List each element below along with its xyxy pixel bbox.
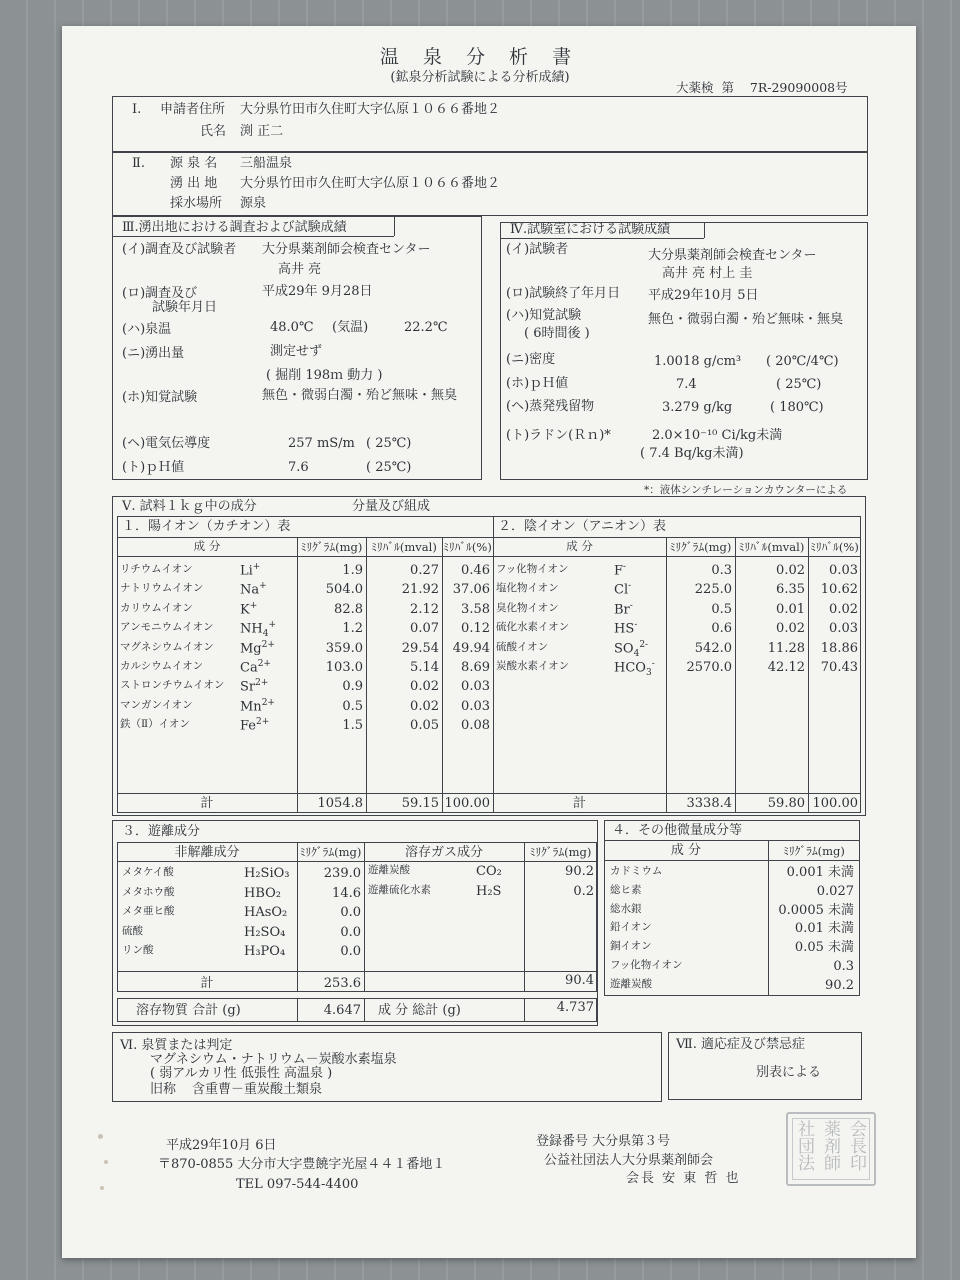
cation-formula — [240, 640, 275, 657]
seal-glyphs-2: 薬剤師 — [820, 1120, 840, 1171]
trace-rule2 — [604, 860, 860, 861]
site-ph: 7.6 — [288, 460, 309, 475]
cation-h-comp: 成 分 — [193, 539, 221, 553]
cation-pct: 37.06 — [452, 582, 490, 598]
cation-pct: 49.94 — [452, 640, 490, 656]
anion-total-mg: 3338.4 — [686, 796, 732, 811]
applicant-name-label: 氏名 — [200, 124, 227, 139]
cation-mval: 2.12 — [410, 601, 439, 617]
gas-formula: H₂S — [476, 883, 502, 899]
document-subtitle: (鉱泉分析試験による分析成績) — [390, 70, 570, 85]
formula-sup: 2+ — [261, 639, 275, 650]
cation-pct: 8.69 — [461, 660, 490, 675]
indication-title: Ⅶ. 適応症及び禁忌症 — [676, 1037, 806, 1052]
free-formula: HBO₂ — [244, 885, 282, 901]
anion-pct: 10.62 — [820, 582, 858, 598]
formula-base: K — [240, 602, 250, 618]
free-formula: HAsO₂ — [244, 905, 288, 921]
applicant-num: Ⅰ. — [132, 102, 142, 117]
free-total-label: 計 — [200, 976, 214, 991]
site-date-label1: (ロ)調査及び — [122, 286, 198, 301]
free-mg: 0.0 — [340, 905, 361, 921]
anion-total-pct: 100.00 — [812, 796, 858, 811]
trace-h-comp: 成 分 — [670, 843, 702, 858]
trace-mg: 0.027 — [816, 883, 854, 899]
trace-mg: 90.2 — [825, 977, 854, 993]
comp-total-value: 4.737 — [556, 1000, 594, 1015]
lab-ph-temp: ( 25℃) — [776, 377, 822, 392]
lab-examiner-names: 高井 亮 村上 圭 — [662, 266, 753, 281]
formula-sup: + — [252, 562, 261, 572]
cation-mg: 1.5 — [342, 718, 363, 734]
cation-formula — [240, 717, 269, 734]
anion-mval: 6.35 — [776, 582, 805, 598]
lab-examiner-label: (イ)試験者 — [506, 242, 569, 257]
anion-mval: 11.28 — [767, 640, 805, 656]
trace-name: カドミウム — [610, 865, 663, 877]
anion-pct: 0.03 — [829, 563, 858, 578]
free-mg: 0.0 — [340, 944, 361, 960]
cation-total-label: 計 — [200, 796, 214, 811]
cation-name: ナトリウムイオン — [120, 582, 204, 595]
free-formula: H₂SO₄ — [244, 924, 286, 940]
judge-line2: ( 弱アルカリ性 低張性 高温泉 ) — [150, 1066, 333, 1081]
formula-base: HS — [614, 621, 635, 637]
lab-ph-label: (ホ)ｐＨ値 — [506, 376, 569, 391]
free-name: 硫酸 — [122, 924, 143, 937]
anion-name: 臭化物イオン — [496, 601, 559, 614]
lab-sense-label: (ハ)知覚試験 — [506, 308, 582, 323]
site-temp: 48.0℃ — [270, 320, 314, 335]
reg-no: 7R-29090008号 — [749, 80, 848, 95]
cation-total-pct: 100.00 — [444, 796, 490, 811]
free-col2 — [364, 842, 365, 992]
anion-formula — [614, 640, 648, 660]
lab-date-label: (ロ)試験終了年月日 — [506, 286, 621, 301]
gas-name: 遊離硫化水素 — [368, 883, 431, 896]
anion-mg: 0.3 — [711, 563, 732, 578]
formula-base: Li — [240, 563, 253, 579]
cation-formula — [240, 620, 276, 640]
footer-address: 〒870-0855 大分市大字豊饒字光屋４４１番地１ — [158, 1157, 446, 1172]
anion-formula — [614, 659, 655, 679]
applicant-addr: 大分県竹田市久住町大字仏原１０６６番地２ — [240, 102, 501, 117]
cation-mg: 504.0 — [325, 582, 363, 598]
cation-name: リチウムイオン — [120, 563, 193, 575]
cation-pct: 0.12 — [461, 621, 490, 637]
formula-sup: - — [634, 620, 638, 631]
seal-glyphs-1: 会長印 — [846, 1120, 866, 1171]
cation-title: １．陽イオン（カチオン）表 — [122, 519, 291, 534]
lab-date: 平成29年10月 5日 — [648, 288, 759, 303]
cation-formula — [240, 659, 271, 676]
lab-residue-temp: ( 180℃) — [770, 400, 824, 415]
judge-title: Ⅵ. 泉質または判定 — [120, 1038, 233, 1053]
site-date-label2: 試験年月日 — [152, 300, 218, 315]
formula-base: HCO — [614, 660, 646, 676]
trace-name: 総ヒ素 — [610, 883, 642, 896]
lab-ph: 7.4 — [676, 377, 697, 392]
cation-formula — [240, 601, 257, 618]
footer-chair: 会長 安 東 哲 也 — [626, 1171, 741, 1186]
lab-radon-label: (ト)ラドン(Ｒｎ)* — [506, 428, 611, 443]
applicant-addr-label: 申請者住所 — [160, 102, 226, 117]
lab-radon2: ( 7.4 Bq/kg未満) — [640, 446, 744, 461]
ion-table-rule2 — [117, 556, 861, 557]
anion-mg: 0.6 — [711, 621, 732, 637]
formula-base: SO — [614, 640, 634, 656]
cation-h-mg: ﾐﾘｸﾞﾗﾑ(mg) — [300, 540, 363, 554]
formula-sup: 2+ — [256, 717, 270, 728]
cation-mg: 82.8 — [334, 601, 363, 617]
formula-sup: - — [628, 581, 632, 592]
formula-base: Sr — [240, 679, 256, 695]
free-h-mg2: ﾐﾘｸﾞﾗﾑ(mg) — [529, 845, 592, 859]
anion-name: 硫酸イオン — [496, 640, 549, 653]
anion-name: 炭酸水素イオン — [496, 660, 570, 672]
trace-mg: 0.05 未満 — [794, 940, 854, 956]
cation-mval: 0.05 — [410, 718, 439, 734]
formula-base: Fe — [240, 718, 257, 734]
formula-sup: + — [259, 581, 267, 592]
anion-h-pct: ﾐﾘﾊﾞﾙ(%) — [810, 540, 859, 554]
paper-mark-2 — [104, 1160, 108, 1164]
dissolved-value: 4.647 — [323, 1003, 361, 1018]
trace-name: 総水銀 — [610, 902, 642, 915]
source-loc-label: 湧 出 地 — [170, 176, 218, 191]
site-air-label: (気温) — [332, 320, 369, 335]
anion-pct: 70.43 — [820, 660, 858, 675]
formula-base: Br — [614, 602, 630, 618]
cation-name: カルシウムイオン — [120, 660, 204, 672]
free-nonion-total: 253.6 — [323, 976, 361, 991]
lab-footnote: *：液体シンチレーションカウンターによる — [644, 484, 848, 496]
anion-h-comp: 成 分 — [566, 539, 593, 553]
site-sense: 無色・微弱白濁・殆ど無味・無臭 — [262, 388, 458, 403]
formula-sup: + — [268, 620, 276, 631]
footer-reg: 登録番号 大分県第３号 — [536, 1134, 671, 1149]
site-cond: 257 mS/m — [288, 436, 355, 451]
official-seal-stamp — [786, 1112, 876, 1186]
site-examiner-label: (イ)調査及び試験者 — [122, 242, 237, 257]
lab-sense-note: ( 6時間後 ) — [524, 326, 590, 341]
anion-formula — [614, 562, 626, 579]
totals-col2 — [364, 998, 365, 1022]
footer-date: 平成29年10月 6日 — [166, 1138, 277, 1153]
comp-title2: 分量及び組成 — [352, 499, 431, 514]
trace-mg: 0.01 未満 — [794, 921, 854, 937]
lab-title: Ⅳ.試験室における試験成績 — [510, 222, 671, 237]
cation-mval: 0.07 — [410, 621, 439, 637]
cation-mg: 1.9 — [342, 563, 363, 578]
anion-formula — [614, 581, 631, 598]
formula-base: Mn — [240, 699, 262, 715]
lab-examiner-org: 大分県薬剤師会検査センター — [648, 248, 817, 263]
lab-density-label: (ニ)密度 — [506, 352, 556, 367]
anion-h-mg: ﾐﾘｸﾞﾗﾑ(mg) — [669, 540, 732, 554]
anion-formula — [614, 620, 637, 637]
cation-total-mg: 1054.8 — [317, 796, 363, 811]
cation-name: マグネシウムイオン — [120, 640, 214, 653]
formula-sup: 2+ — [261, 697, 275, 708]
trace-title: ４．その他微量成分等 — [612, 823, 743, 838]
lab-residue-label: (ヘ)蒸発残留物 — [506, 399, 595, 414]
anion-mg: 0.5 — [711, 601, 732, 617]
cation-mval: 29.54 — [401, 640, 439, 656]
formula-sup: 2+ — [255, 678, 269, 689]
site-air: 22.2℃ — [404, 320, 448, 335]
anion-title: ２．陰イオン（アニオン）表 — [498, 519, 666, 534]
source-name: 三船温泉 — [240, 156, 293, 171]
anion-mg: 2570.0 — [686, 660, 732, 675]
free-rule2 — [117, 971, 597, 972]
applicant-name: 渕 正二 — [240, 124, 284, 139]
trace-name: フッ化物イオン — [610, 959, 683, 971]
cation-pct: 0.08 — [461, 718, 490, 734]
anion-pct: 0.02 — [829, 601, 858, 617]
cation-pct: 3.58 — [461, 601, 490, 617]
formula-sup: - — [629, 600, 633, 611]
cation-h-pct: ﾐﾘﾊﾞﾙ(%) — [443, 540, 492, 554]
formula-sub: 4 — [262, 629, 269, 640]
free-gas-total: 90.4 — [565, 973, 594, 988]
free-mg: 0.0 — [340, 924, 361, 940]
paper-mark-1 — [98, 1134, 103, 1139]
free-name: リン酸 — [122, 944, 154, 957]
cation-name: カリウムイオン — [120, 601, 193, 614]
site-flow-note: ( 掘削 198ｍ 動力 ) — [266, 368, 383, 383]
lab-sense: 無色・微弱白濁・殆ど無味・無臭 — [648, 312, 844, 327]
gas-formula: CO₂ — [476, 864, 502, 879]
lab-radon1: 2.0×10⁻¹⁰ Ci/kg未満 — [652, 428, 783, 443]
free-title: ３．遊離成分 — [122, 824, 201, 839]
free-h-mg1: ﾐﾘｸﾞﾗﾑ(mg) — [299, 845, 362, 859]
cation-name: ストロンチウムイオン — [120, 679, 225, 692]
cation-formula — [240, 562, 260, 579]
ion-table-rule3 — [117, 793, 861, 794]
gas-mg: 0.2 — [573, 883, 594, 899]
source-sample: 源泉 — [240, 196, 267, 211]
cation-mg: 0.9 — [342, 679, 363, 695]
free-formula: H₂SiO₃ — [244, 866, 290, 881]
free-name: メタケイ酸 — [122, 866, 174, 878]
anion-mval: 0.02 — [776, 621, 805, 637]
site-title-rule-v — [394, 216, 395, 236]
cation-mg: 103.0 — [325, 660, 363, 675]
anion-name: 硫化水素イオン — [496, 621, 570, 634]
document-title: 温 泉 分 析 書 — [379, 46, 581, 68]
cation-total-mval: 59.15 — [401, 796, 439, 811]
cation-mval: 5.14 — [410, 660, 439, 675]
free-h-nonion: 非解離成分 — [174, 845, 240, 860]
lab-title-rule — [500, 238, 704, 239]
site-title-rule — [112, 236, 394, 237]
site-date: 平成29年 9月28日 — [262, 284, 373, 299]
cation-mval: 0.02 — [410, 679, 439, 695]
cation-h-mval: ﾐﾘﾊﾞﾙ(mval) — [371, 540, 437, 554]
ion-table-rule1 — [117, 537, 861, 538]
reg-prefix: 第 — [721, 80, 734, 95]
footer-tel: TEL 097-544-4400 — [236, 1177, 359, 1192]
anion-mval: 0.02 — [776, 563, 805, 578]
formula-sup: + — [249, 600, 258, 611]
gas-name: 遊離炭酸 — [368, 864, 410, 876]
free-rule1 — [117, 861, 597, 862]
anion-mg: 225.0 — [694, 582, 732, 598]
formula-sup: 2+ — [257, 659, 271, 669]
anion-h-mval: ﾐﾘﾊﾞﾙ(mval) — [738, 540, 805, 554]
trace-h-mg: ﾐﾘｸﾞﾗﾑ(mg) — [783, 844, 845, 858]
judge-old: 含重曹－重炭酸土類泉 — [192, 1082, 323, 1097]
cation-mval: 21.92 — [401, 582, 439, 598]
cation-formula — [240, 678, 268, 695]
trace-mg: 0.3 — [833, 959, 854, 974]
formula-base: Cl — [614, 582, 629, 598]
free-mg: 239.0 — [323, 866, 361, 881]
cation-mval: 0.27 — [410, 563, 439, 578]
anion-formula — [614, 601, 633, 618]
free-name: メタ亜ヒ酸 — [122, 905, 175, 918]
anion-mval: 42.12 — [767, 660, 805, 675]
cation-formula — [240, 698, 275, 715]
formula-base: Ca — [240, 660, 258, 676]
trace-mg: 0.001 未満 — [786, 865, 854, 880]
judge-line1: マグネシウム・ナトリウム－炭酸水素塩泉 — [150, 1052, 397, 1067]
trace-name: 遊離炭酸 — [610, 977, 652, 990]
site-flow: 測定せず — [270, 344, 323, 359]
free-h-gas: 溶存ガス成分 — [404, 845, 483, 860]
ion-table-divider — [493, 516, 494, 813]
site-cond-temp: ( 25℃) — [366, 436, 412, 451]
source-name-label: 源 泉 名 — [170, 156, 218, 171]
cation-pct: 0.03 — [461, 698, 490, 714]
cation-pct: 0.03 — [461, 679, 490, 695]
site-temp-label: (ハ)泉温 — [122, 322, 172, 337]
site-ph-label: (ト)ｐＨ値 — [122, 460, 185, 475]
anion-total-label: 計 — [572, 796, 586, 811]
trace-name: 鉛イオン — [610, 921, 652, 934]
indication-text: 別表による — [756, 1065, 822, 1080]
free-mg: 14.6 — [332, 885, 361, 901]
lab-density-temp: ( 20℃/4℃) — [766, 354, 839, 369]
source-num: Ⅱ. — [132, 156, 145, 171]
dissolved-label: 溶存物質 合計 (g) — [136, 1003, 241, 1018]
site-cond-label: (ヘ)電気伝導度 — [122, 436, 211, 451]
formula-base: F — [614, 563, 624, 579]
lab-title-rule-v — [704, 222, 705, 238]
cation-formula — [240, 581, 267, 598]
seal-glyphs-3: 社団法 — [794, 1120, 814, 1171]
lab-residue: 3.279 g/kg — [662, 400, 733, 415]
comp-title: Ⅴ. 試料１ｋｇ中の成分 — [122, 499, 257, 514]
trace-rule1 — [604, 840, 860, 841]
anion-total-mval: 59.80 — [767, 796, 805, 811]
cation-mval: 0.02 — [410, 698, 439, 714]
registration-number — [676, 80, 848, 95]
cation-mg: 359.0 — [325, 640, 363, 656]
anion-mg: 542.0 — [694, 640, 732, 656]
formula-sub: 3 — [645, 667, 652, 678]
formula-base: Mg — [240, 640, 262, 656]
reg-label: 大薬検 — [676, 80, 714, 95]
site-ph-temp: ( 25℃) — [366, 460, 412, 475]
formula-sup: - — [623, 562, 627, 572]
site-title: Ⅲ.湧出地における調査および試験成績 — [122, 220, 347, 235]
formula-sup: - — [651, 659, 655, 669]
footer-org: 公益社団法人大分県薬剤師会 — [544, 1153, 714, 1168]
source-sample-label: 採水場所 — [170, 196, 223, 211]
judge-old-label: 旧称 — [150, 1082, 177, 1097]
anion-name: フッ化物イオン — [496, 563, 569, 575]
formula-sup: 2- — [639, 639, 649, 650]
cation-name: マンガンイオン — [120, 698, 193, 711]
site-examiner-org: 大分県薬剤師会検査センター — [262, 242, 431, 257]
anion-pct: 0.03 — [829, 621, 858, 637]
cation-pct: 0.46 — [461, 563, 490, 578]
paper-mark-3 — [100, 1186, 104, 1190]
trace-mg: 0.0005 未満 — [778, 902, 854, 918]
formula-base: Na — [240, 582, 260, 598]
anion-pct: 18.86 — [820, 640, 858, 656]
lab-density: 1.0018 g/cm³ — [654, 354, 742, 369]
source-loc: 大分県竹田市久住町大字仏原１０６６番地２ — [240, 176, 501, 191]
comp-total-label: 成 分 総計 (g) — [378, 1003, 461, 1018]
cation-name: アンモニウムイオン — [120, 621, 214, 634]
formula-sub: 4 — [633, 648, 640, 659]
site-flow-label: (ニ)湧出量 — [122, 346, 185, 361]
gas-mg: 90.2 — [565, 864, 594, 879]
free-name: メタホウ酸 — [122, 885, 175, 898]
site-sense-label: (ホ)知覚試験 — [122, 390, 198, 405]
cation-mg: 0.5 — [342, 698, 363, 714]
site-examiner-name: 高井 亮 — [278, 262, 322, 277]
cation-mg: 1.2 — [342, 621, 363, 637]
anion-name: 塩化物イオン — [496, 582, 559, 595]
formula-base: NH — [240, 621, 263, 637]
free-formula: H₃PO₄ — [244, 944, 286, 960]
anion-mval: 0.01 — [776, 601, 805, 617]
cation-name: 鉄（Ⅱ）イオン — [120, 718, 190, 731]
trace-name: 銅イオン — [610, 940, 652, 953]
